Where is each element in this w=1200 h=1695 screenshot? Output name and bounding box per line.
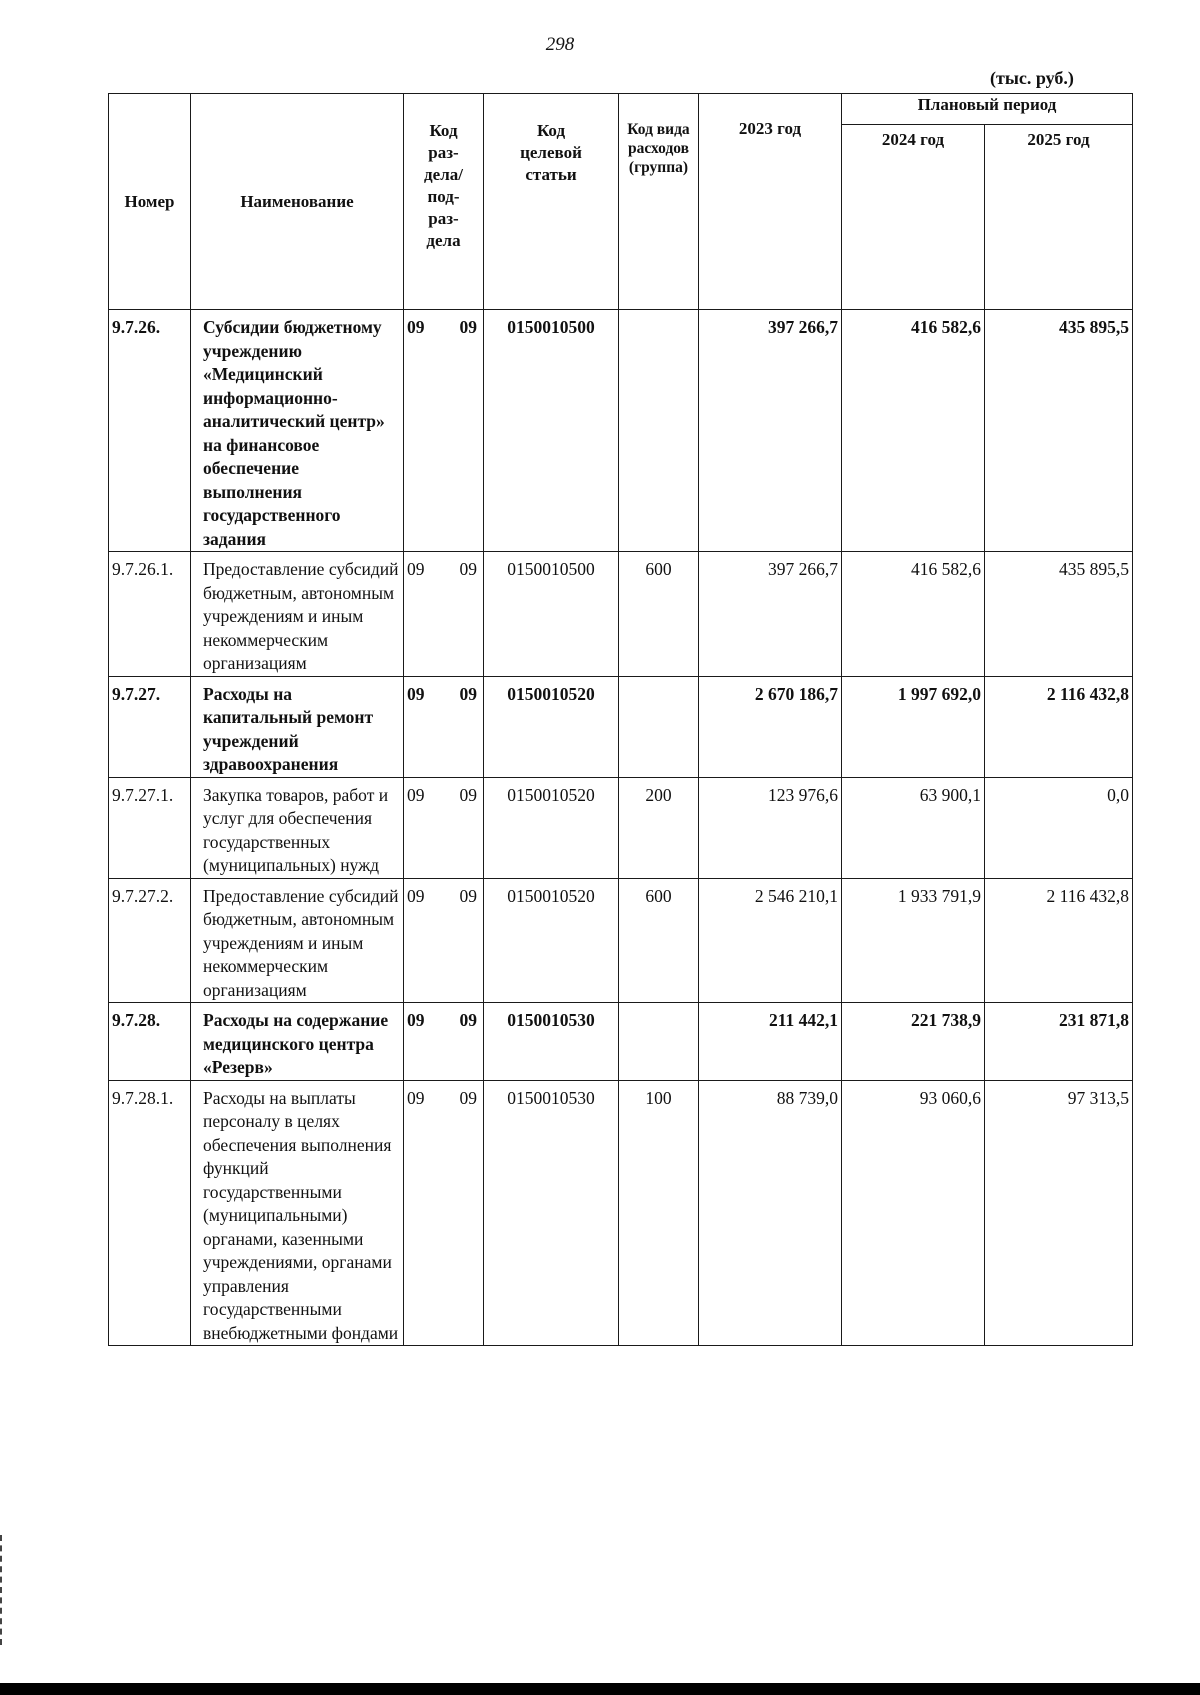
row-section: 09 (407, 784, 425, 805)
row-expense-group: 600 (619, 878, 699, 1003)
row-value-2024: 63 900,1 (842, 777, 985, 878)
row-subsection: 09 (459, 784, 477, 805)
row-subsection: 09 (459, 885, 477, 906)
header-section-code-text: Код раз- дела/ под- раз- дела (424, 121, 463, 250)
row-expense-group (619, 1003, 699, 1081)
row-name: Предоставление субсидий бюджетным, автономным учреждениям и иным некоммерческим организациям (191, 552, 404, 677)
row-section: 09 (407, 1010, 425, 1030)
row-name: Расходы на выплаты персоналу в целях обеспечения выполнения функций государственными (муниципальными) органами, казенными учреждениями, органами управления государственными внебюджетными фондами (191, 1080, 404, 1346)
header-name: Наименование (191, 94, 404, 310)
header-target-code (484, 94, 619, 310)
row-subsection: 09 (459, 1087, 477, 1108)
table-body (109, 310, 1133, 1346)
header-expense-type-code (619, 94, 699, 310)
row-subsection: 09 (459, 1010, 477, 1030)
table-row (109, 1080, 1133, 1346)
header-section-code (404, 94, 484, 310)
row-section-code (404, 310, 484, 552)
row-value-2024: 1 933 791,9 (842, 878, 985, 1003)
row-section: 09 (407, 1087, 425, 1108)
row-value-2023: 123 976,6 (699, 777, 842, 878)
row-section-code (404, 676, 484, 777)
row-expense-group: 600 (619, 552, 699, 677)
row-section: 09 (407, 683, 425, 704)
row-value-2023: 397 266,7 (699, 552, 842, 677)
row-value-2023: 211 442,1 (699, 1003, 842, 1081)
row-subsection: 09 (459, 559, 477, 579)
row-section: 09 (407, 317, 425, 337)
row-target-code: 0150010500 (484, 552, 619, 677)
row-value-2023: 397 266,7 (699, 310, 842, 552)
row-value-2023: 2 670 186,7 (699, 676, 842, 777)
row-value-2025: 435 895,5 (985, 310, 1133, 552)
row-target-code: 0150010530 (484, 1080, 619, 1346)
header-year-2025: 2025 год (985, 125, 1133, 310)
row-section-code (404, 1080, 484, 1346)
row-target-code: 0150010520 (484, 676, 619, 777)
row-target-code: 0150010520 (484, 777, 619, 878)
row-value-2024: 93 060,6 (842, 1080, 985, 1346)
row-target-code: 0150010500 (484, 310, 619, 552)
row-value-2025: 0,0 (985, 777, 1133, 878)
row-value-2025: 231 871,8 (985, 1003, 1133, 1081)
row-number: 9.7.26.1. (109, 552, 191, 677)
row-value-2023: 2 546 210,1 (699, 878, 842, 1003)
table-row (109, 552, 1133, 677)
row-number: 9.7.27.2. (109, 878, 191, 1003)
row-section-code (404, 878, 484, 1003)
row-section-code (404, 1003, 484, 1081)
row-number: 9.7.27. (109, 676, 191, 777)
row-expense-group (619, 310, 699, 552)
scan-edge-marks (0, 1535, 6, 1645)
row-number: 9.7.28.1. (109, 1080, 191, 1346)
row-name: Предоставление субсидий бюджетным, автономным учреждениям и иным некоммерческим организациям (191, 878, 404, 1003)
header-expense-type-code-text: Код вида расходов (группа) (627, 121, 690, 176)
row-subsection: 09 (459, 683, 477, 704)
table-row (109, 310, 1133, 552)
row-value-2024: 221 738,9 (842, 1003, 985, 1081)
row-section: 09 (407, 559, 425, 579)
header-row-1 (109, 94, 1133, 125)
table-row (109, 777, 1133, 878)
row-section: 09 (407, 885, 425, 906)
row-value-2025: 2 116 432,8 (985, 878, 1133, 1003)
table-row (109, 1003, 1133, 1081)
row-section-code (404, 552, 484, 677)
row-target-code: 0150010530 (484, 1003, 619, 1081)
budget-table (108, 93, 1133, 1346)
row-name: Субсидии бюджетному учреждению «Медицинский информационно-аналитический центр» на финансовое обеспечение выполнения государственного задания (191, 310, 404, 552)
page-number: 298 (545, 34, 575, 55)
row-target-code: 0150010520 (484, 878, 619, 1003)
header-number: Номер (109, 94, 191, 310)
row-number: 9.7.26. (109, 310, 191, 552)
row-value-2025: 435 895,5 (985, 552, 1133, 677)
table-row (109, 878, 1133, 1003)
row-value-2024: 416 582,6 (842, 552, 985, 677)
header-year-2023: 2023 год (699, 94, 842, 310)
header-target-code-text: Код целевой статьи (520, 121, 582, 184)
row-value-2024: 416 582,6 (842, 310, 985, 552)
row-value-2024: 1 997 692,0 (842, 676, 985, 777)
header-planned-period: Плановый период (842, 94, 1133, 125)
table-row (109, 676, 1133, 777)
row-number: 9.7.27.1. (109, 777, 191, 878)
units-label: (тыс. руб.) (990, 68, 1074, 88)
row-value-2025: 97 313,5 (985, 1080, 1133, 1346)
row-number: 9.7.28. (109, 1003, 191, 1081)
row-expense-group: 100 (619, 1080, 699, 1346)
row-subsection: 09 (459, 317, 477, 337)
row-name: Расходы на содержание медицинского центра «Резерв» (191, 1003, 404, 1081)
row-expense-group: 200 (619, 777, 699, 878)
row-name: Расходы на капитальный ремонт учреждений здравоохранения (191, 676, 404, 777)
scan-bottom-edge (0, 1683, 1200, 1695)
row-name: Закупка товаров, работ и услуг для обеспечения государственных (муниципальных) нужд (191, 777, 404, 878)
row-expense-group (619, 676, 699, 777)
row-value-2025: 2 116 432,8 (985, 676, 1133, 777)
header-year-2024: 2024 год (842, 125, 985, 310)
row-section-code (404, 777, 484, 878)
row-value-2023: 88 739,0 (699, 1080, 842, 1346)
